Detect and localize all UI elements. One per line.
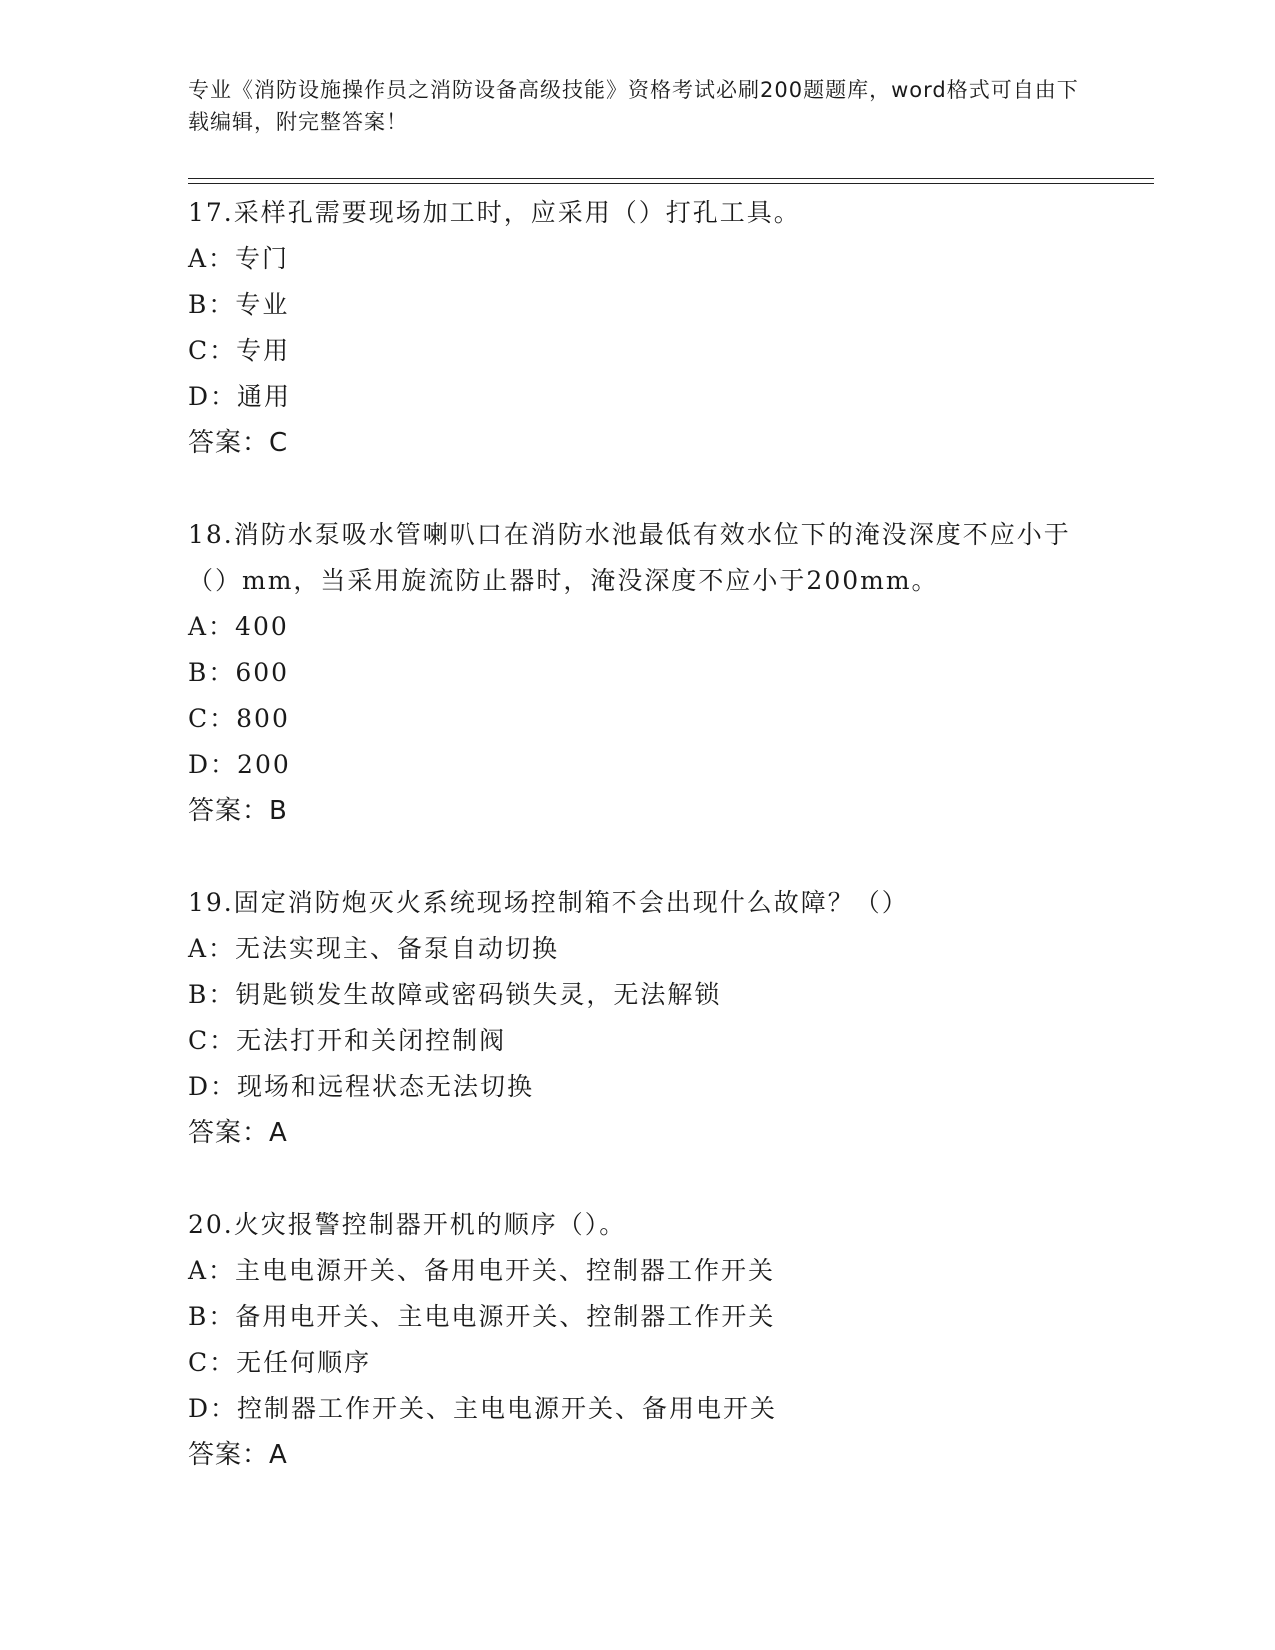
document-header: 专业《消防设施操作员之消防设备高级技能》资格考试必刷200题题库，word格式可自由下载编辑，附完整答案！ — [188, 78, 1079, 134]
answer: 答案：A — [188, 1118, 288, 1148]
option-a: A：专门 — [188, 244, 290, 273]
option-d: D：通用 — [188, 382, 292, 411]
option-c: C：无任何顺序 — [188, 1348, 372, 1377]
option-d: D：控制器工作开关、主电电源开关、备用电开关 — [188, 1394, 778, 1423]
question-20 — [188, 1202, 1088, 1478]
option-c: C：专用 — [188, 336, 291, 365]
option-a: A：无法实现主、备泵自动切换 — [188, 934, 560, 963]
option-b: B：钥匙锁发生故障或密码锁失灵，无法解锁 — [188, 980, 722, 1009]
option-d: D：200 — [188, 750, 291, 779]
option-a: A：主电电源开关、备用电开关、控制器工作开关 — [188, 1256, 776, 1285]
question-17 — [188, 190, 1088, 466]
answer: 答案：C — [188, 428, 289, 458]
question-stem: 18.消防水泵吸水管喇叭口在消防水池最低有效水位下的淹没深度不应小于（）mm，当采用旋流防止器时，淹没深度不应小于200mm。 — [188, 520, 1071, 595]
option-b: B：600 — [188, 658, 290, 687]
option-b: B：专业 — [188, 290, 290, 319]
header-rule-top — [188, 178, 1154, 179]
header-rule-bottom — [188, 183, 1154, 184]
answer: 答案：B — [188, 796, 288, 826]
option-c: C：800 — [188, 704, 290, 733]
question-stem: 17.采样孔需要现场加工时，应采用（）打孔工具。 — [188, 198, 801, 227]
question-list — [188, 190, 1088, 1524]
question-18 — [188, 512, 1088, 834]
option-c: C：无法打开和关闭控制阀 — [188, 1026, 507, 1055]
question-19 — [188, 880, 1088, 1156]
question-stem: 20.火灾报警控制器开机的顺序（）。 — [188, 1210, 627, 1239]
option-b: B：备用电开关、主电电源开关、控制器工作开关 — [188, 1302, 776, 1331]
option-d: D：现场和远程状态无法切换 — [188, 1072, 535, 1101]
answer: 答案：A — [188, 1440, 288, 1470]
question-stem: 19.固定消防炮灭火系统现场控制箱不会出现什么故障？（） — [188, 888, 909, 917]
option-a: A：400 — [188, 612, 289, 641]
